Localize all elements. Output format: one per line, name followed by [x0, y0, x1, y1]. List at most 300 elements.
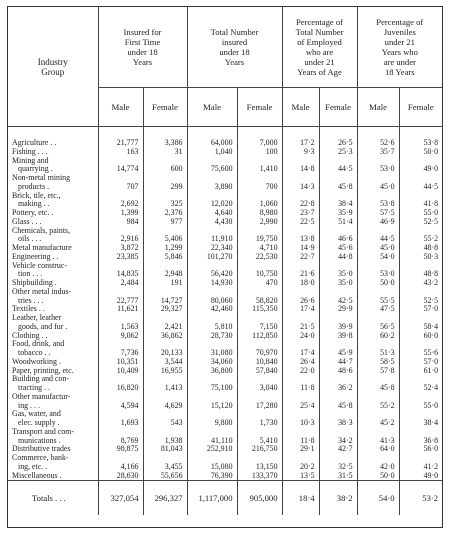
table-cell: 22·8 [300, 200, 315, 209]
table-cell: 76,390 [210, 471, 233, 480]
row-spacer [283, 428, 315, 437]
row-spacer [283, 262, 315, 271]
header-line: Years who [381, 47, 418, 57]
table-cell: 11,621 [117, 305, 139, 314]
table-cell: 55·0 [423, 209, 439, 217]
male-header: Male [187, 88, 237, 127]
table-cell: 2,948 [164, 270, 183, 279]
row-spacer [320, 157, 353, 166]
pct-employed-header [282, 7, 357, 88]
row-spacer [144, 288, 183, 297]
male-header: Male [98, 88, 143, 127]
row-spacer [99, 428, 139, 437]
row-spacer [320, 428, 353, 437]
row-spacer [144, 157, 183, 166]
totals-row [8, 481, 442, 516]
table-cell: 11·8 [300, 384, 315, 392]
table-cell: 53·8 [380, 200, 395, 209]
row-spacer [188, 375, 233, 384]
table-cell: 45·8 [380, 384, 395, 392]
table-cell: 10,409 [116, 366, 139, 375]
header-line: Years [224, 57, 245, 67]
pct-employed-female-column [319, 127, 357, 481]
table-cell: 14,727 [160, 296, 183, 305]
row-spacer [283, 157, 315, 166]
table-cell: 48·6 [338, 366, 353, 375]
table-cell: 55·2 [380, 401, 395, 410]
totals-cell: 18·4 [282, 481, 319, 516]
row-spacer [188, 288, 233, 297]
table-cell: 3,386 [164, 139, 183, 147]
table-cell: 41·3 [380, 436, 395, 445]
table-cell: 36·2 [338, 384, 353, 392]
table-cell: 2,484 [120, 279, 139, 287]
total-insured-header [187, 7, 282, 88]
table-cell: 38·3 [338, 419, 353, 427]
row-spacer [188, 393, 233, 402]
table-cell: 22·0 [300, 366, 315, 375]
table-cell: 3,544 [164, 357, 183, 366]
table-cell: 13·8 [300, 235, 315, 244]
row-spacer [283, 410, 315, 419]
row-spacer [400, 340, 439, 349]
table-cell: 325 [170, 200, 183, 209]
row-spacer [238, 375, 278, 384]
table-cell: 14·3 [300, 182, 315, 191]
row-spacer [400, 157, 439, 166]
table-cell: 57·5 [380, 209, 395, 217]
row-spacer [238, 428, 278, 437]
row-spacer [99, 262, 139, 271]
table-cell: 977 [170, 217, 183, 226]
industry-name-continued: products . [18, 182, 50, 191]
table-cell: 38·4 [338, 200, 353, 209]
row-spacer [283, 454, 315, 463]
table-cell: 10,351 [116, 357, 139, 366]
table-cell: 4,166 [120, 462, 139, 471]
row-spacer [99, 454, 139, 463]
row-spacer [238, 314, 278, 323]
industry-name-continued: ing . . . [18, 401, 40, 410]
industry-name: Pottery, etc. . [12, 209, 54, 217]
industry-name: Clothing . . [12, 331, 48, 340]
table-cell: 60·2 [380, 331, 395, 340]
table-cell: 55·2 [423, 235, 439, 244]
table-cell: 56·5 [380, 322, 395, 331]
table-body-row [8, 127, 442, 481]
row-spacer [283, 340, 315, 349]
row-spacer [188, 192, 233, 201]
table-cell: 58·5 [380, 357, 395, 366]
row-spacer [358, 192, 395, 201]
table-cell: 64·0 [380, 445, 395, 454]
table-cell: 1,413 [164, 384, 183, 392]
header-line: who are [305, 47, 334, 57]
industry-name-continued: oils . . . [18, 235, 42, 244]
table-cell: 17,280 [255, 401, 278, 410]
row-spacer [358, 454, 395, 463]
header-line: First Time [124, 37, 161, 47]
table-cell: 11·8 [300, 436, 315, 445]
row-spacer [400, 262, 439, 271]
table-cell: 58,820 [255, 296, 278, 305]
table-cell: 984 [126, 217, 139, 226]
industry-name: Non-metal mining [12, 174, 71, 182]
table-cell: 41·8 [423, 200, 439, 209]
industry-name-continued: goods, and fur . [18, 322, 68, 331]
row-spacer [358, 340, 395, 349]
industry-name: Commerce, bank- [12, 454, 69, 462]
table-cell: 54·0 [380, 252, 395, 261]
row-spacer [283, 314, 315, 323]
row-spacer [238, 410, 278, 419]
totals-cell: 296,327 [143, 481, 187, 516]
row-spacer [188, 227, 233, 236]
table-cell: 42·5 [338, 296, 353, 305]
row-spacer [400, 454, 439, 463]
table-cell: 13,150 [255, 462, 278, 471]
totals-cell: 327,054 [98, 481, 143, 516]
table-cell: 45·0 [380, 244, 395, 252]
header-line: Total Number [210, 27, 259, 37]
table-cell: 61·0 [423, 366, 439, 375]
table-cell: 1,299 [164, 244, 183, 252]
row-spacer [358, 288, 395, 297]
table-cell: 41,110 [211, 436, 233, 445]
table-cell: 28,730 [210, 331, 233, 340]
table-cell: 12,020 [210, 200, 233, 209]
industry-name: Leather, leather [12, 314, 62, 322]
pct-juveniles-female-column [399, 127, 442, 481]
insured-first-time-header [98, 7, 187, 88]
industry-name: Brick, tile, etc., [12, 191, 61, 200]
table-cell: 39·9 [338, 322, 353, 331]
table-cell: 9,800 [214, 419, 233, 427]
industry-name: Other manufactur- [12, 392, 71, 401]
header-line: Group [41, 66, 65, 77]
table-cell: 2,990 [259, 217, 278, 226]
row-spacer [320, 375, 353, 384]
table-cell: 10,840 [255, 357, 278, 366]
table-cell: 55,656 [160, 471, 183, 480]
row-spacer [283, 393, 315, 402]
table-cell: 52·4 [423, 384, 439, 392]
table-cell: 11,910 [211, 235, 233, 244]
row-spacer [400, 314, 439, 323]
table-cell: 21·5 [300, 322, 315, 331]
row-spacer [283, 227, 315, 236]
table-cell: 53·0 [380, 165, 395, 174]
row-spacer [238, 157, 278, 166]
table-cell: 1,060 [259, 200, 278, 209]
row-spacer [238, 174, 278, 183]
male-header: Male [357, 88, 399, 127]
header-line: Years [132, 57, 153, 67]
table-cell: 80,060 [210, 296, 233, 305]
row-spacer [144, 340, 183, 349]
table-cell: 25·3 [338, 147, 353, 156]
table-cell: 35·9 [338, 209, 353, 217]
industry-name: Vehicle construc- [12, 261, 67, 270]
row-spacer [188, 157, 233, 166]
row-spacer [320, 174, 353, 183]
industry-name: Building and con- [12, 375, 69, 384]
row-spacer [400, 227, 439, 236]
table-cell: 45·0 [380, 182, 395, 191]
row-spacer [144, 227, 183, 236]
industry-name: Gas, water, and [12, 410, 61, 419]
row-spacer [400, 393, 439, 402]
table-cell: 3,455 [164, 462, 183, 471]
table-cell: 16,820 [116, 384, 139, 392]
row-spacer [99, 393, 139, 402]
row-spacer [400, 428, 439, 437]
industry-name: Fishing . . . [12, 147, 48, 156]
table-cell: 17·4 [300, 349, 315, 357]
table-cell: 39·8 [338, 331, 353, 340]
industry-name-continued: tries . . . [18, 296, 44, 305]
industry-name: Shipbuilding . [12, 279, 57, 287]
table-cell: 17·4 [300, 305, 315, 314]
row-spacer [358, 410, 395, 419]
row-spacer [283, 288, 315, 297]
row-spacer [144, 410, 183, 419]
table-cell: 38·4 [423, 419, 439, 427]
table-cell: 4,594 [120, 401, 139, 410]
table-cell: 46·6 [338, 235, 353, 244]
table-cell: 22,777 [116, 296, 139, 305]
table-cell: 15,120 [210, 401, 233, 410]
industry-name-continued: quarrying . [18, 165, 53, 174]
table-cell: 52·6 [380, 139, 395, 147]
table-cell: 16,955 [160, 366, 183, 375]
table-cell: 44·5 [338, 165, 353, 174]
table-cell: 252,910 [206, 445, 233, 454]
row-spacer [188, 174, 233, 183]
row-spacer [283, 375, 315, 384]
row-spacer [400, 288, 439, 297]
table-cell: 5,410 [259, 436, 278, 445]
table-cell: 100 [265, 147, 278, 156]
industry-name: Woodworking . [12, 357, 61, 366]
table-cell: 49·0 [423, 165, 439, 174]
table-cell: 9,062 [120, 331, 139, 340]
table-cell: 18·0 [300, 279, 315, 287]
table-cell: 45·9 [338, 349, 353, 357]
row-spacer [358, 262, 395, 271]
row-spacer [99, 174, 139, 183]
table-cell: 49·0 [423, 471, 439, 480]
table-cell: 45·6 [338, 244, 353, 252]
row-spacer [358, 314, 395, 323]
table-cell: 50·0 [380, 279, 395, 287]
header-line: Years of Age [297, 67, 342, 77]
male-header: Male [282, 88, 319, 127]
row-spacer [99, 288, 139, 297]
table-cell: 20,133 [160, 349, 183, 357]
table-cell: 46·9 [380, 217, 395, 226]
industry-name: Agriculture . . [12, 139, 57, 147]
table-cell: 42·0 [380, 462, 395, 471]
table-cell: 56,420 [210, 270, 233, 279]
row-spacer [238, 454, 278, 463]
table-cell: 1,563 [120, 322, 139, 331]
table-cell: 14,930 [210, 279, 233, 287]
table-cell: 5,846 [164, 252, 183, 261]
header-line: insured [221, 37, 248, 47]
row-spacer [188, 314, 233, 323]
row-spacer [358, 375, 395, 384]
table-cell: 48·8 [423, 244, 439, 252]
table-cell: 2,421 [164, 322, 183, 331]
insured-male-column [98, 127, 143, 481]
row-spacer [283, 192, 315, 201]
row-spacer [144, 192, 183, 201]
industry-name: Transport and com- [12, 427, 74, 436]
table-cell: 14,774 [116, 165, 139, 174]
table-cell: 25·4 [300, 401, 315, 410]
industry-group-header [8, 7, 98, 127]
table-cell: 24·0 [300, 331, 315, 340]
row-spacer [358, 393, 395, 402]
table-cell: 22·5 [300, 217, 315, 226]
row-spacer [358, 157, 395, 166]
table-cell: 57·0 [423, 305, 439, 314]
table-cell: 707 [126, 182, 139, 191]
table-cell: 21·6 [300, 270, 315, 279]
table-cell: 15,080 [210, 462, 233, 471]
table-cell: 17·2 [300, 139, 315, 147]
industry-name: Glass . . . [12, 217, 42, 226]
industry-name: Paper, printing, etc. [12, 366, 74, 375]
table-cell: 2,916 [120, 235, 139, 244]
female-header: Female [399, 88, 442, 127]
row-spacer [320, 410, 353, 419]
table-cell: 48·8 [423, 270, 439, 279]
row-spacer [320, 288, 353, 297]
industry-name-continued: tracting . . [18, 384, 50, 392]
group-header-row [8, 7, 442, 88]
table-cell: 28,630 [116, 471, 139, 480]
header-line: Juveniles [383, 27, 416, 37]
totals-cell: 1,117,000 [187, 481, 237, 516]
header-line: Percentage of [296, 17, 344, 27]
table-cell: 45·8 [338, 182, 353, 191]
table-cell: 31 [174, 147, 183, 156]
table-cell: 81,043 [160, 445, 183, 454]
row-spacer [144, 262, 183, 271]
table-cell: 4,640 [214, 209, 233, 217]
row-spacer [320, 262, 353, 271]
table-cell: 51·3 [380, 349, 395, 357]
table-cell: 8,980 [259, 209, 278, 217]
industry-name: Food, drink, and [12, 340, 65, 349]
table-cell: 470 [265, 279, 278, 287]
table-cell: 31·5 [338, 471, 353, 480]
row-spacer [99, 157, 139, 166]
row-spacer [188, 340, 233, 349]
table-cell: 299 [170, 182, 183, 191]
table-cell: 55·0 [423, 401, 439, 410]
industry-name-continued: elec. supply . [18, 419, 60, 427]
row-spacer [144, 454, 183, 463]
row-spacer [320, 393, 353, 402]
industry-name-continued: tobacco . . [18, 349, 51, 357]
header-line: Industry [37, 56, 68, 67]
table-cell: 7,736 [120, 349, 139, 357]
industry-name: Metal manufacture [12, 244, 72, 252]
table-cell: 41·2 [423, 462, 439, 471]
table-cell: 56·0 [423, 445, 439, 454]
table-cell: 35·0 [338, 279, 353, 287]
row-spacer [320, 454, 353, 463]
table-body [8, 127, 442, 481]
female-header: Female [237, 88, 282, 127]
total-female-column [237, 127, 282, 481]
table-cell: 1,693 [120, 419, 139, 427]
statistics-table-frame [7, 6, 443, 528]
row-spacer [99, 410, 139, 419]
table-cell: 14·8 [300, 165, 315, 174]
industry-name: Chemicals, paints, [12, 226, 71, 235]
row-spacer [283, 174, 315, 183]
table-cell: 3,890 [214, 182, 233, 191]
table-cell: 44·7 [338, 357, 353, 366]
table-cell: 50·0 [423, 147, 439, 156]
header-line: of Employed [297, 37, 342, 47]
table-cell: 10·3 [300, 419, 315, 427]
female-header: Female [319, 88, 357, 127]
header-line: Total Number [295, 27, 344, 37]
table-cell: 3,872 [120, 244, 139, 252]
industry-name: Mining and [12, 156, 49, 165]
header-line: Percentage of [376, 17, 424, 27]
header-line: are under [383, 57, 416, 67]
table-cell: 23·7 [300, 209, 315, 217]
table-cell: 50·3 [423, 252, 439, 261]
table-cell: 26·6 [300, 296, 315, 305]
table-cell: 75,100 [210, 384, 233, 392]
row-spacer [188, 410, 233, 419]
table-cell: 44·5 [380, 235, 395, 244]
table-cell: 44·5 [423, 182, 439, 191]
table-cell: 50·0 [380, 471, 395, 480]
industry-name: Textiles . . [12, 305, 45, 314]
table-cell: 22,530 [255, 252, 278, 261]
juvenile-insurance-table [8, 7, 442, 515]
industry-name: Engineering . . [12, 252, 59, 261]
row-spacer [238, 393, 278, 402]
row-spacer [320, 340, 353, 349]
table-cell: 36·8 [423, 436, 439, 445]
row-spacer [320, 314, 353, 323]
table-cell: 13·5 [300, 471, 315, 480]
header-line: 18 Years [385, 67, 415, 77]
row-spacer [99, 340, 139, 349]
table-cell: 600 [170, 165, 183, 174]
row-spacer [238, 340, 278, 349]
table-cell: 45·2 [380, 419, 395, 427]
row-spacer [400, 375, 439, 384]
industry-name: Distributive trades [12, 445, 71, 454]
table-cell: 1,730 [259, 419, 278, 427]
table-cell: 4,629 [164, 401, 183, 410]
table-cell: 51·4 [338, 217, 353, 226]
totals-label: Totals . . . [8, 481, 98, 516]
table-cell: 7,000 [259, 139, 278, 147]
row-spacer [144, 393, 183, 402]
row-spacer [188, 262, 233, 271]
